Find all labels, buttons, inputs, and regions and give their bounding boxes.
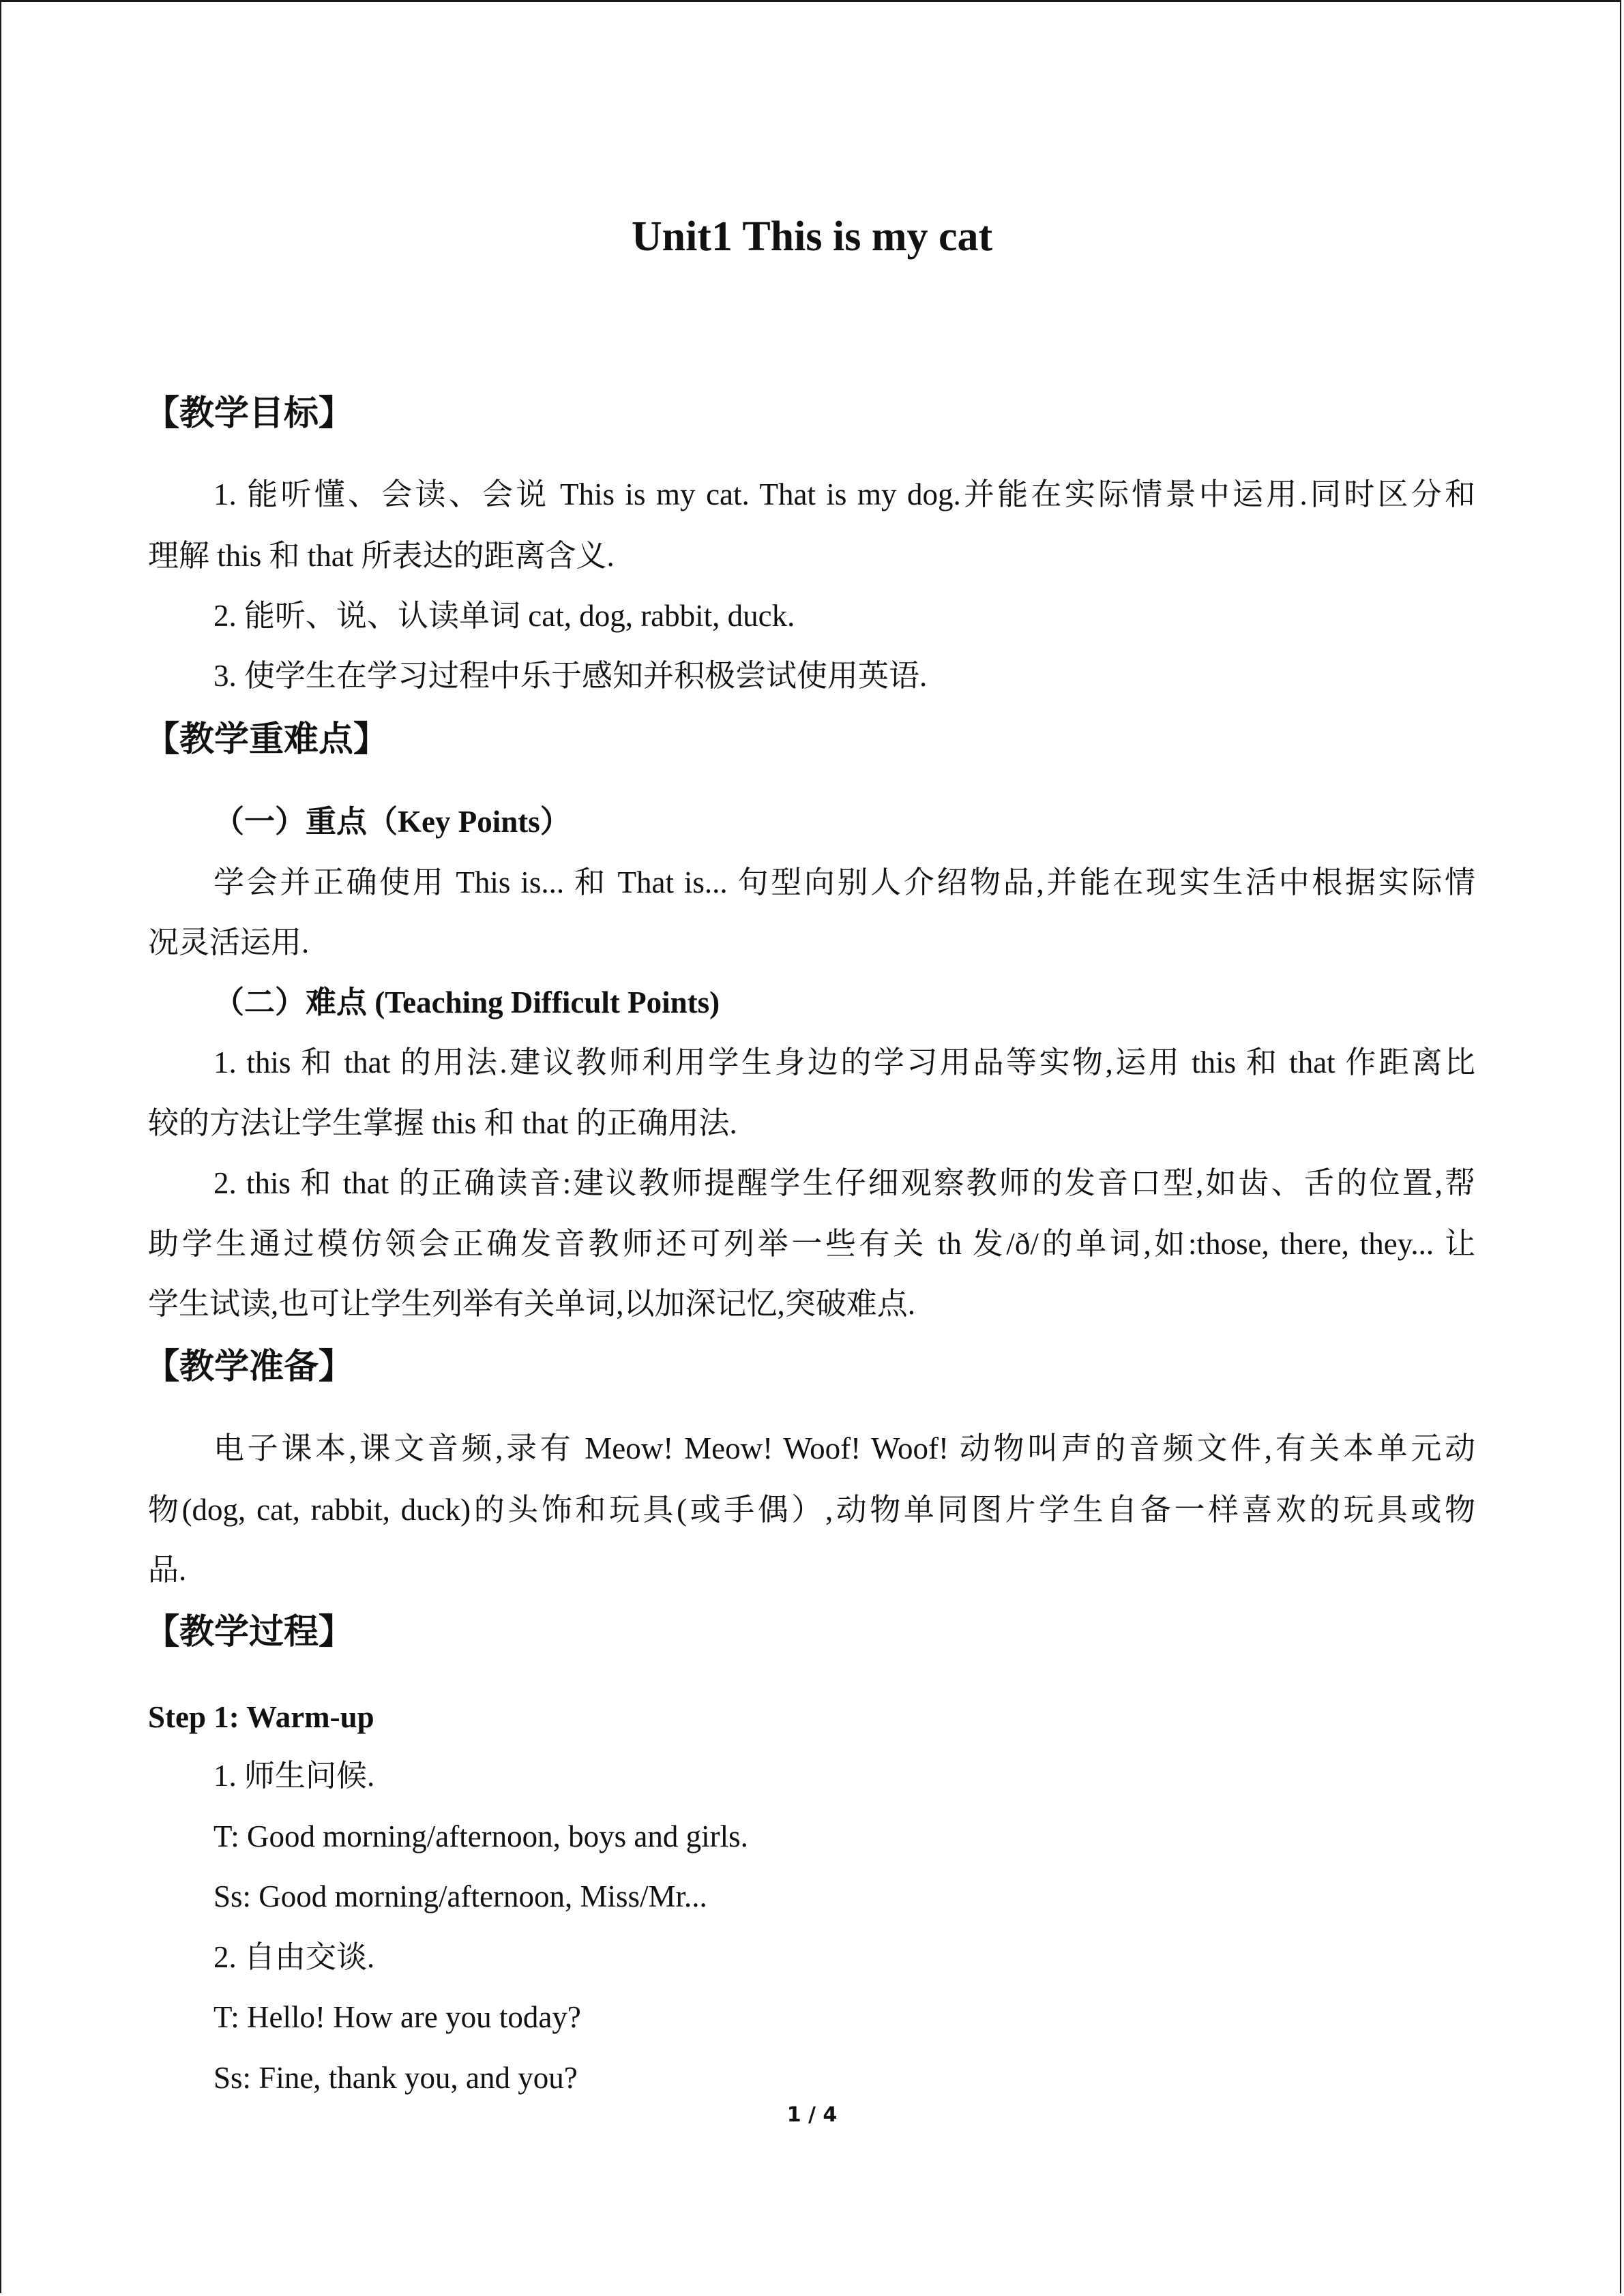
- difficult-item-2-line-3: 学生试读,也可让学生列举有关单词,以加深记忆,突破难点.: [148, 1287, 916, 1321]
- difficult-item-1-line-1: 1. this 和 that 的用法.建议教师利用学生身边的学习用品等实物,运用 this 和 that 作距离比: [213, 1045, 1475, 1079]
- objective-item-3: 3. 使学生在学习过程中乐于感知并积极尝试使用英语.: [213, 659, 928, 693]
- subheading-key-points: （一）重点（Key Points）: [213, 805, 571, 839]
- section-heading-key-points: 【教学重难点】: [145, 719, 389, 760]
- key-points-line-1: 学会并正确使用 This is... 和 That is... 句型向别人介绍物品,并能在现实生活中根据实际情: [213, 865, 1475, 899]
- section-heading-preparation: 【教学准备】: [145, 1347, 354, 1387]
- section-heading-objectives: 【教学目标】: [145, 393, 354, 434]
- process-line-4: 2. 自由交谈.: [213, 1940, 375, 1974]
- page-number: 1 / 4: [786, 2103, 838, 2127]
- section-heading-process: 【教学过程】: [145, 1612, 354, 1652]
- process-line-2: T: Good morning/afternoon, boys and girls.: [213, 1819, 748, 1853]
- subheading-difficult-points: （二）难点 (Teaching Difficult Points): [213, 985, 720, 1019]
- page-title: Unit1 This is my cat: [631, 213, 993, 260]
- process-line-6: Ss: Fine, thank you, and you?: [213, 2061, 578, 2095]
- difficult-item-2-line-1: 2. this 和 that 的正确读音:建议教师提醒学生仔细观察教师的发音口型,如齿、舌的位置,帮: [213, 1166, 1475, 1200]
- objective-item-2: 2. 能听、说、认读单词 cat, dog, rabbit, duck.: [213, 599, 795, 633]
- preparation-line-2: 物(dog, cat, rabbit, duck)的头饰和玩具(或手偶）,动物单同图片学生自备一样喜欢的玩具或物: [148, 1493, 1475, 1527]
- difficult-item-2-line-2: 助学生通过模仿领会正确发音教师还可列举一些有关 th 发/ð/的单词,如:those, there, they... 让: [148, 1227, 1475, 1261]
- process-line-3: Ss: Good morning/afternoon, Miss/Mr...: [213, 1879, 707, 1913]
- objective-item-1-line-2: 理解 this 和 that 所表达的距离含义.: [148, 539, 615, 573]
- preparation-line-3: 品.: [148, 1553, 187, 1587]
- process-line-5: T: Hello! How are you today?: [213, 2000, 581, 2034]
- process-line-1: 1. 师生问候.: [213, 1759, 375, 1793]
- preparation-line-1: 电子课本,课文音频,录有 Meow! Meow! Woof! Woof! 动物叫声的音频文件,有关本单元动: [213, 1431, 1475, 1465]
- key-points-line-2: 况灵活运用.: [148, 925, 310, 959]
- step-1-heading: Step 1: Warm-up: [148, 1700, 374, 1734]
- objective-item-1-line-1: 1. 能听懂、会读、会说 This is my cat. That is my dog.并能在实际情景中运用.同时区分和: [213, 477, 1475, 511]
- difficult-item-1-line-2: 较的方法让学生掌握 this 和 that 的正确用法.: [148, 1106, 737, 1140]
